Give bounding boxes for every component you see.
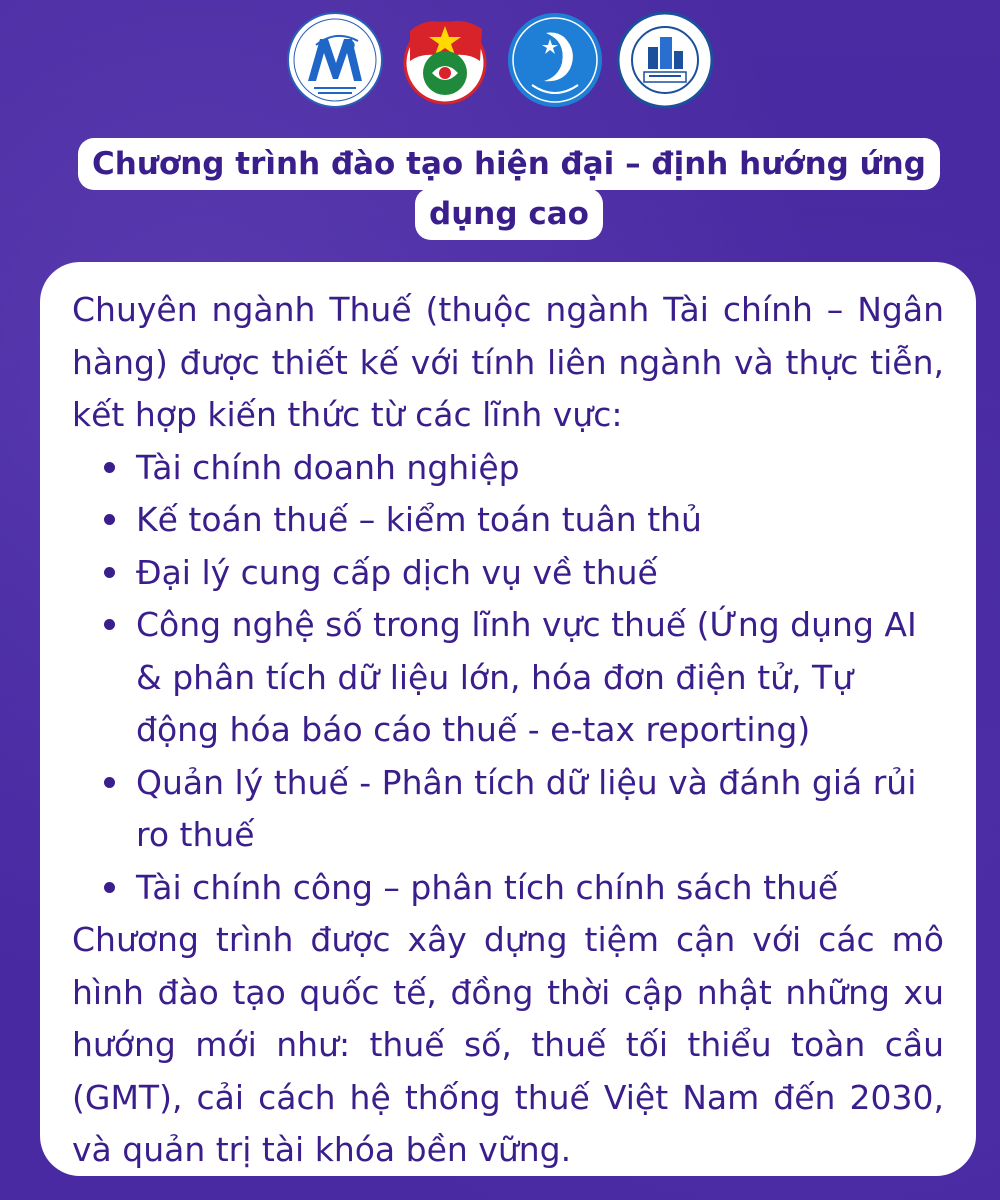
- headline-wrapper: [54, 139, 964, 239]
- pmre-logo: [616, 11, 714, 109]
- list-item: [136, 547, 944, 600]
- youth-union-logo: [396, 11, 494, 109]
- logo-row: [0, 6, 1000, 114]
- list-item: [136, 862, 944, 915]
- student-association-logo: [506, 11, 604, 109]
- bullet-icon: [104, 462, 115, 473]
- bullet-icon: [104, 619, 115, 630]
- intro-paragraph: Chuyên ngành Thuế (thuộc ngành Tài chính – Ngân hàng) được thiết kế với tính liên ngành và thực tiễn, kết hợp kiến thức từ các lĩnh vực:: [72, 290, 944, 434]
- list-item-text: Tài chính doanh nghiệp: [136, 447, 520, 487]
- list-item-text: Công nghệ số trong lĩnh vực thuế (Ứng dụng AI & phân tích dữ liệu lớn, hóa đơn điện tử, Tự động hóa báo cáo thuế - e-tax reporting): [136, 605, 917, 749]
- bullet-icon: [104, 567, 115, 578]
- list-item-text: Quản lý thuế - Phân tích dữ liệu và đánh giá rủi ro thuế: [136, 762, 917, 854]
- list-item-text: Đại lý cung cấp dịch vụ về thuế: [136, 552, 658, 592]
- list-item: [136, 494, 944, 547]
- field-list: [72, 442, 944, 915]
- list-item-text: Tài chính công – phân tích chính sách thuế: [136, 867, 839, 907]
- ufm-logo: [286, 11, 384, 109]
- list-item: [136, 599, 944, 757]
- content-card: [40, 262, 976, 1176]
- bullet-icon: [104, 777, 115, 788]
- list-item: [136, 757, 944, 862]
- list-item-text: Kế toán thuế – kiểm toán tuân thủ: [136, 500, 702, 539]
- headline: Chương trình đào tạo hiện đại – định hướng ứng dụng cao: [78, 138, 940, 240]
- bullet-icon: [104, 514, 115, 525]
- closing-paragraph: Chương trình được xây dựng tiệm cận với các mô hình đào tạo quốc tế, đồng thời cập nhật những xu hướng mới như: thuế số, thuế tối thiểu toàn cầu (GMT), cải cách hệ thống thuế Việt Nam đến 2030, và quản trị tài khóa bền vững.: [72, 920, 944, 1169]
- list-item: [136, 442, 944, 495]
- bullet-icon: [104, 882, 115, 893]
